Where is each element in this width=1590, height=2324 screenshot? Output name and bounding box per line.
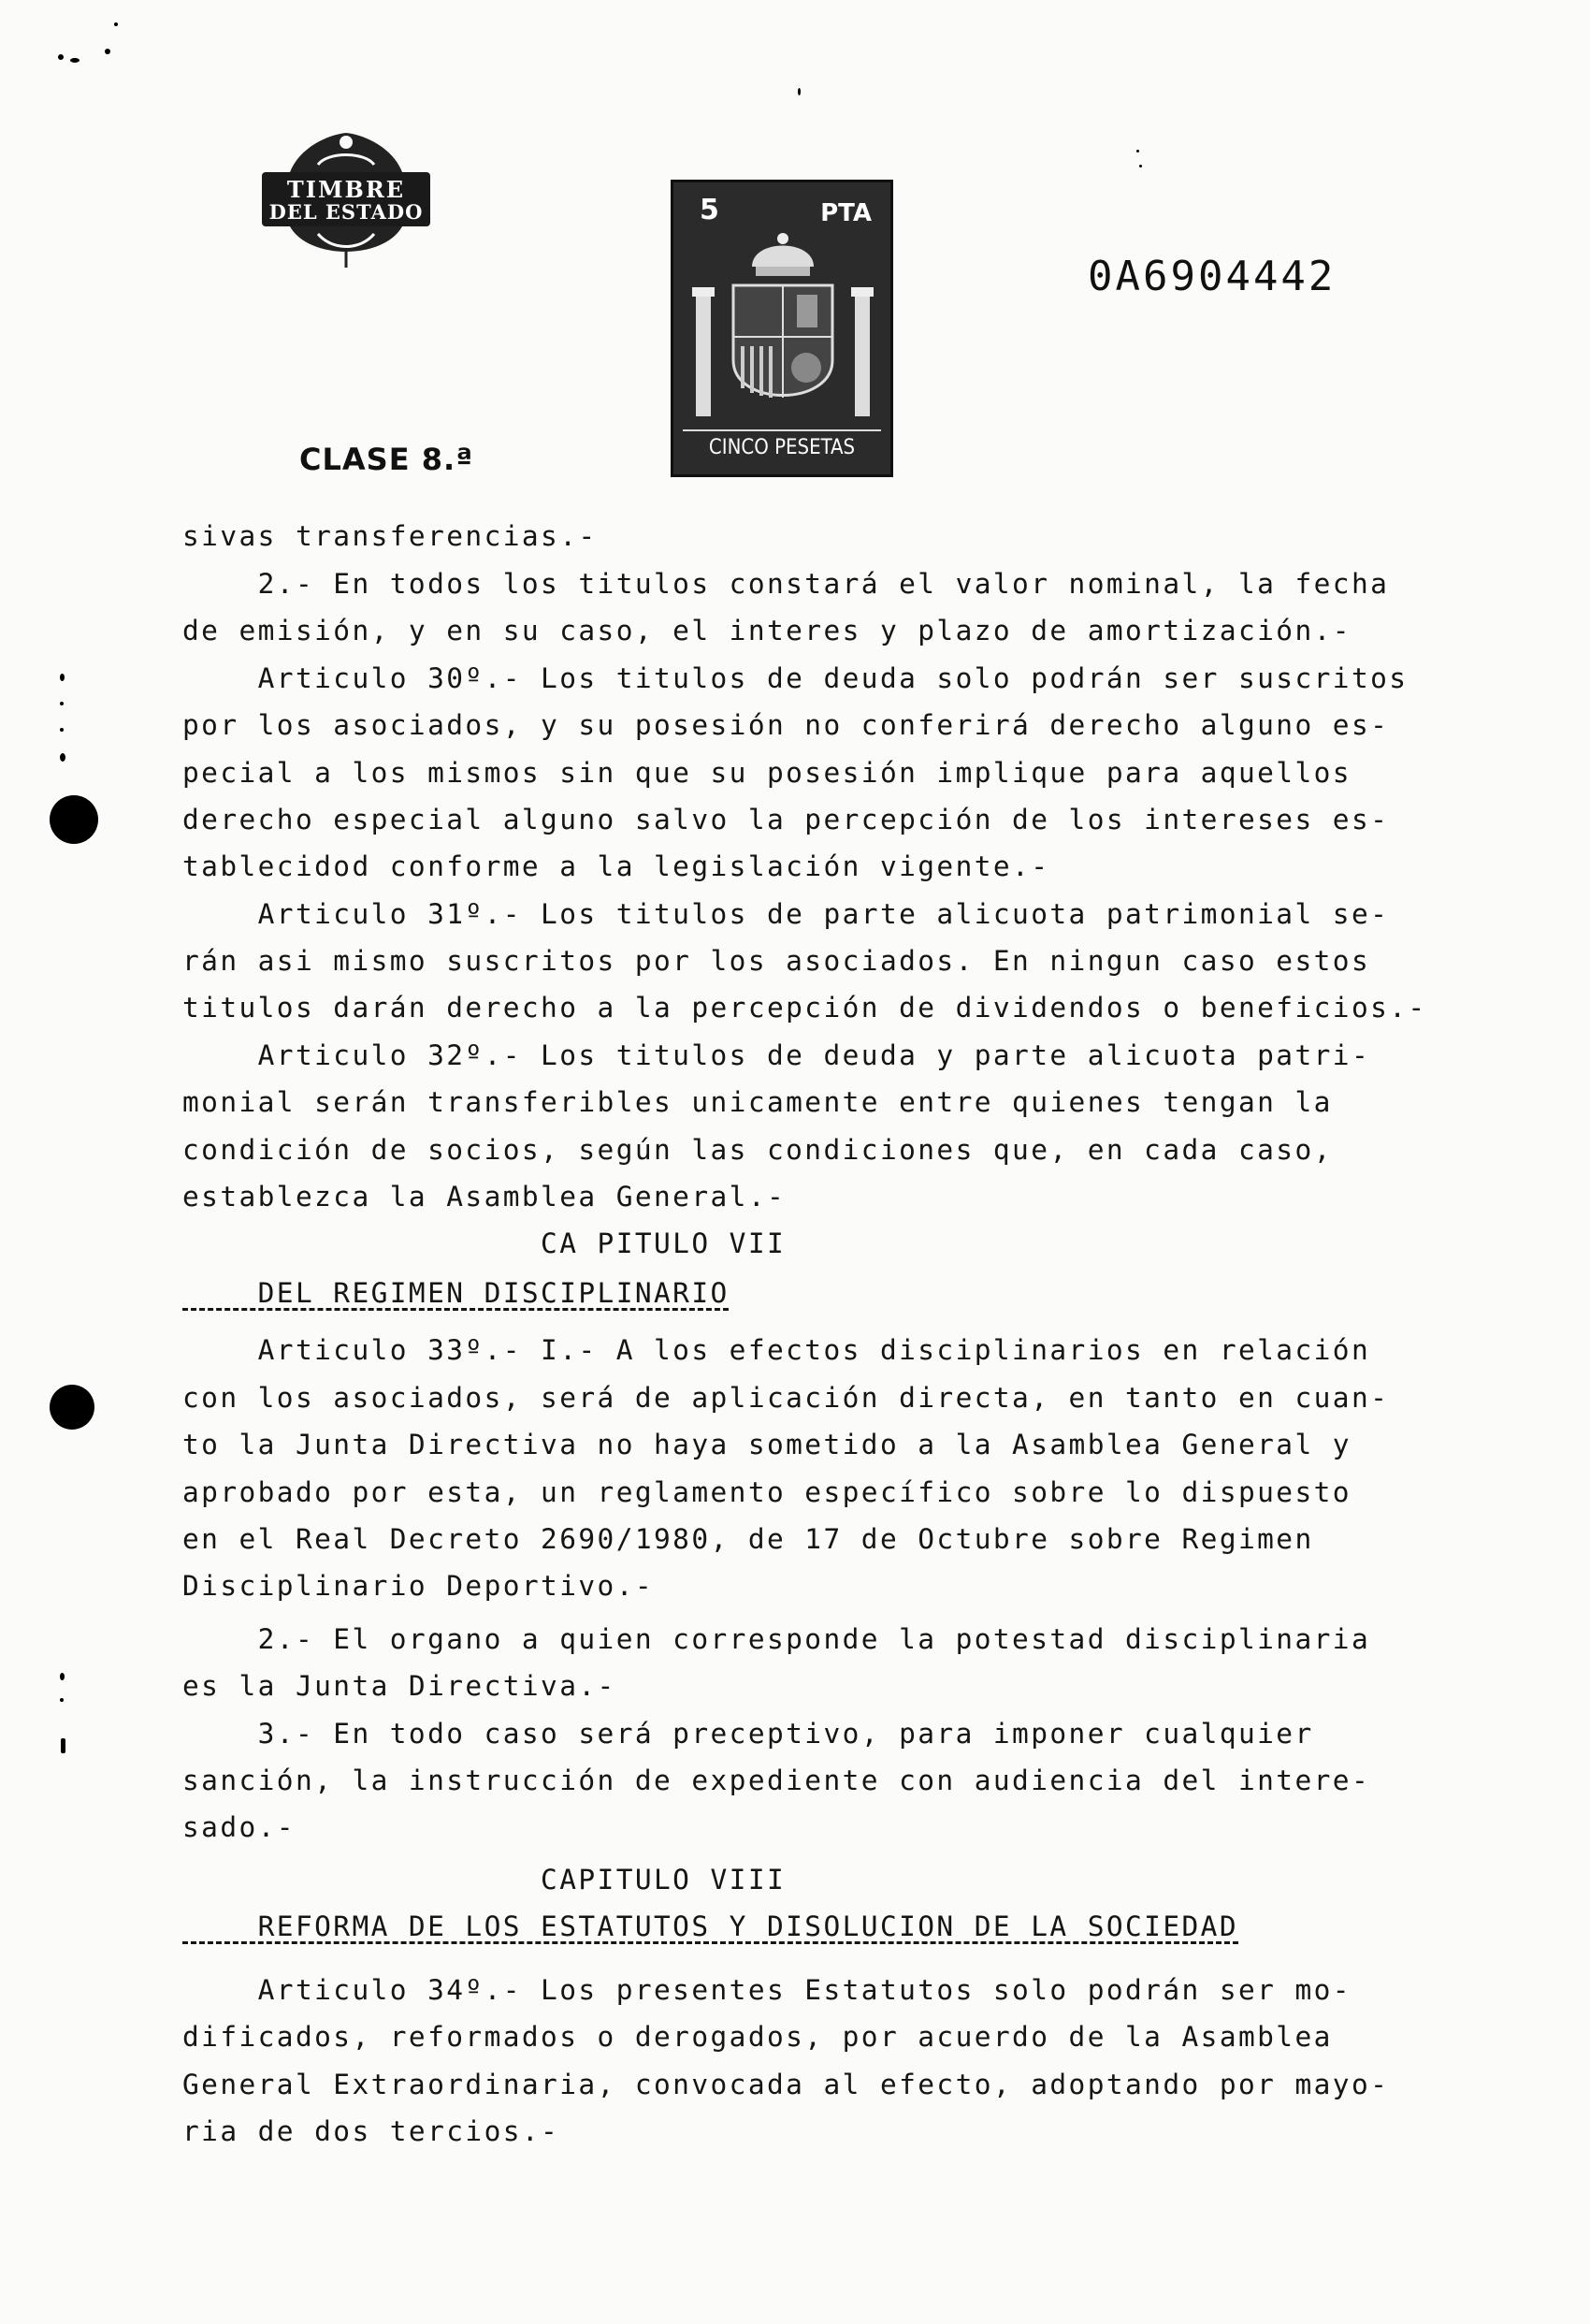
text-line: titulos darán derecho a la percepción de dividendos o beneficios.- — [182, 992, 1427, 1024]
text-line: en el Real Decreto 2690/1980, de 17 de Octubre sobre Regimen — [182, 1523, 1314, 1555]
speck — [60, 702, 64, 705]
punch-hole — [50, 1385, 94, 1430]
text-line: sanción, la instrucción de expediente con audiencia del intere- — [182, 1765, 1371, 1796]
text-line: tablecidod conforme a la legislación vigente.- — [182, 850, 1050, 882]
punch-hole — [50, 795, 98, 844]
speck — [61, 1738, 65, 1753]
stamp-caption: CINCO PESETAS — [683, 429, 881, 465]
speck — [58, 54, 64, 60]
text-line: por los asociados, y su posesión no conferirá derecho alguno es- — [182, 709, 1390, 741]
revenue-stamp — [671, 180, 893, 477]
coat-of-arms-icon — [687, 229, 879, 426]
text-line: Articulo 30º.- Los titulos de deuda solo podrán ser suscritos — [182, 662, 1409, 694]
text-line: establezca la Asamblea General.- — [182, 1181, 787, 1213]
text-line: es la Junta Directiva.- — [182, 1670, 616, 1702]
text-line: rán asi mismo suscritos por los asociados. En ningun caso estos — [182, 945, 1371, 977]
stamp-unit: PTA — [820, 199, 872, 227]
text-line: de emisión, y en su caso, el interes y plazo de amortización.- — [182, 615, 1352, 646]
speck — [70, 58, 80, 63]
text-line: 2.- En todos los titulos constará el valor nominal, la fecha — [182, 568, 1390, 600]
text-line: to la Junta Directiva no haya sometido a la Asamblea General y — [182, 1429, 1352, 1460]
timbre-del-estado-emblem — [253, 129, 440, 269]
timbre-line-2: DEL ESTADO — [268, 200, 424, 224]
chapter-title: REFORMA DE LOS ESTATUTOS Y DISOLUCION DE LA SOCIEDAD — [182, 1910, 1238, 1942]
text-line: Articulo 31º.- Los titulos de parte alicuota patrimonial se- — [182, 898, 1390, 930]
speck — [105, 49, 110, 54]
speck — [114, 22, 118, 26]
text-line: Articulo 33º.- I.- A los efectos disciplinarios en relación — [182, 1334, 1371, 1366]
stamp-value: 5 — [700, 194, 719, 226]
text-line: derecho especial alguno salvo la percepción de los intereses es- — [182, 804, 1390, 835]
text-line: General Extraordinaria, convocada al efecto, adoptando por mayo- — [182, 2069, 1390, 2100]
speck — [798, 88, 801, 95]
text-line: sado.- — [182, 1811, 296, 1843]
clase-label: CLASE 8.ª — [299, 442, 474, 477]
speck — [1136, 150, 1139, 153]
chapter-heading: CA PITULO VII — [182, 1227, 787, 1259]
text-line: con los asociados, será de aplicación directa, en tanto en cuan- — [182, 1382, 1390, 1414]
speck — [1139, 165, 1142, 167]
text-line: dificados, reformados o derogados, por acuerdo de la Asamblea — [182, 2021, 1333, 2053]
text-line: ria de dos tercios.- — [182, 2115, 560, 2147]
speck — [60, 674, 65, 681]
speck — [60, 1673, 65, 1680]
text-line: Articulo 34º.- Los presentes Estatutos solo podrán ser mo- — [182, 1974, 1352, 2006]
text-line: Articulo 32º.- Los titulos de deuda y parte alicuota patri- — [182, 1039, 1371, 1071]
speck — [60, 753, 65, 762]
text-line: pecial a los mismos sin que su posesión implique para aquellos — [182, 757, 1352, 789]
timbre-line-1: TIMBRE — [286, 176, 406, 203]
speck — [60, 1698, 64, 1702]
chapter-title: DEL REGIMEN DISCIPLINARIO — [182, 1277, 730, 1309]
chapter-heading: CAPITULO VIII — [182, 1864, 787, 1896]
text-line: aprobado por esta, un reglamento específico sobre lo dispuesto — [182, 1476, 1352, 1508]
text-line: 3.- En todo caso será preceptivo, para imponer cualquier — [182, 1718, 1314, 1750]
text-line: condición de socios, según las condiciones que, en cada caso, — [182, 1134, 1333, 1166]
text-line: 2.- El organo a quien corresponde la potestad disciplinaria — [182, 1623, 1371, 1655]
serial-number: 0A6904442 — [1088, 253, 1337, 300]
text-line: Disciplinario Deportivo.- — [182, 1570, 655, 1602]
speck — [60, 728, 64, 732]
text-line: sivas transferencias.- — [182, 520, 598, 552]
text-line: monial serán transferibles unicamente entre quienes tengan la — [182, 1086, 1333, 1118]
